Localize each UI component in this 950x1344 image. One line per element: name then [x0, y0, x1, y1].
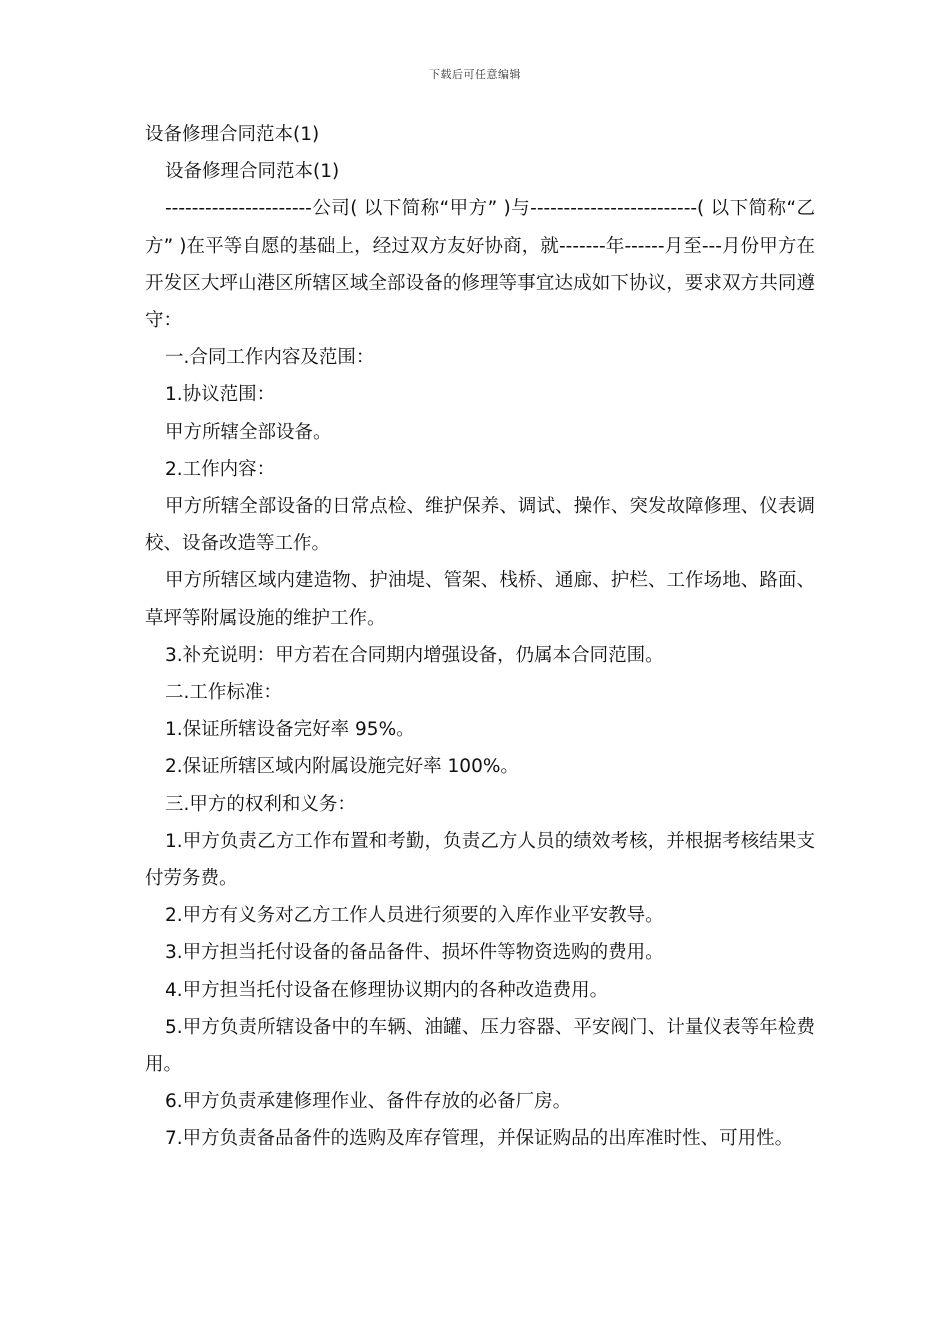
clause-1-2-text-b: 甲方所辖区域内建造物、护油堤、管架、栈桥、通廊、护栏、工作场地、路面、草坪等附属设施的维护工作。	[145, 570, 815, 629]
clause-3-4: 4.甲方担当托付设备在修理协议期内的各种改造费用。	[165, 979, 609, 1001]
section-heading-3: 三.甲方的权利和义务：	[165, 793, 356, 815]
clause-3-7: 7.甲方负责备品备件的选购及库存管理，并保证购品的出库准时性、可用性。	[165, 1128, 794, 1150]
intro-paragraph: ----------------------公司( 以下简称“甲方” )与-------------------------( 以下简称“乙方” )在平等自愿的基础上，经过双方友好协商，就-------年------月至---月份甲方在开发区大坪山港区所辖区域全部设备的修理等事宜达成如下协议，要求双方共同遵守：	[145, 198, 815, 332]
clause-3-6: 6.甲方负责承建修理作业、备件存放的必备厂房。	[165, 1091, 572, 1113]
clause-1-3: 3.补充说明：甲方若在合同期内增强设备，仍属本合同范围。	[165, 644, 664, 666]
section-heading-1: 一.合同工作内容及范围：	[165, 347, 375, 369]
clause-3-3: 3.甲方担当托付设备的备品备件、损坏件等物资选购的费用。	[165, 942, 664, 964]
clause-2-2: 2.保证所辖区域内附属设施完好率 100%。	[165, 756, 519, 778]
clause-1-1-heading: 1.协议范围：	[165, 384, 276, 406]
document-body	[145, 116, 815, 1158]
clause-3-1: 1.甲方负责乙方工作布置和考勤，负责乙方人员的绩效考核，并根据考核结果支付劳务费。	[145, 830, 815, 890]
clause-1-1-text: 甲方所辖全部设备。	[165, 421, 332, 443]
clause-3-5: 5.甲方负责所辖设备中的车辆、油罐、压力容器、平安阀门、计量仪表等年检费用。	[145, 1016, 815, 1076]
clause-1-2-text-a: 甲方所辖全部设备的日常点检、维护保养、调试、操作、突发故障修理、仪表调校、设备改造等工作。	[145, 496, 815, 555]
document-title: 设备修理合同范本(1)	[145, 124, 320, 145]
page-header-note: 下载后可任意编辑	[429, 68, 521, 81]
document-subtitle: 设备修理合同范本(1)	[165, 161, 340, 183]
clause-2-1: 1.保证所辖设备完好率 95%。	[165, 719, 415, 741]
clause-1-2-heading: 2.工作内容：	[165, 458, 276, 480]
clause-3-2: 2.甲方有义务对乙方工作人员进行须要的入库作业平安教导。	[165, 905, 664, 927]
section-heading-2: 二.工作标准：	[165, 682, 282, 704]
